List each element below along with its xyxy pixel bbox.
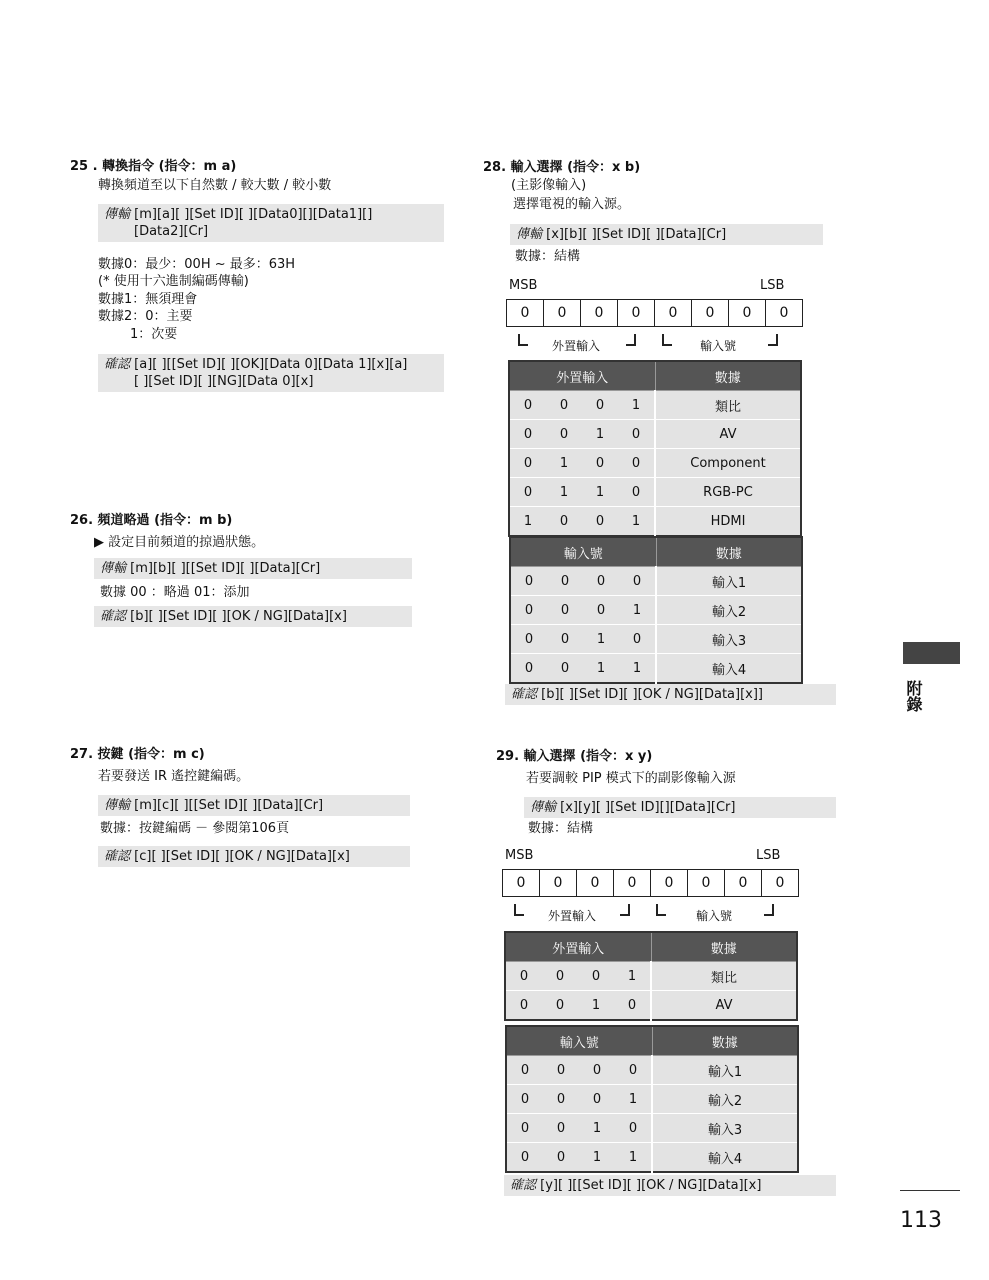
table-cell: 1 (619, 654, 656, 684)
bit-cell: 0 (577, 870, 614, 896)
table-cell: 0 (582, 391, 618, 420)
table-header: 外置輸入 (509, 361, 655, 391)
table-cell: 輸入4 (652, 1143, 798, 1173)
table-cell: 0 (614, 991, 651, 1021)
table-cell: 1 (579, 1143, 615, 1173)
ack-label: 確認 (104, 357, 131, 372)
section-27-ack (98, 846, 410, 867)
table-cell: HDMI (655, 507, 801, 537)
section-29-transmit (524, 797, 836, 818)
input-num-note: 輸入號 (700, 339, 737, 353)
ack-label: 確認 (104, 849, 131, 864)
section-26-heading: 26. 頻道略過 (指令：m b) (70, 513, 233, 528)
bit-cell: 0 (544, 300, 581, 326)
section-26-ack (94, 606, 412, 627)
table-cell: 1 (583, 625, 619, 654)
table-cell: 輸入1 (652, 1056, 798, 1085)
ext-input-note: 外置輸入 (548, 909, 597, 923)
table-cell: 0 (546, 507, 582, 537)
bracket-left (662, 334, 672, 346)
table-cell: 0 (542, 962, 578, 991)
section-28-ext-table (508, 360, 802, 537)
msb-label: MSB (505, 848, 534, 863)
transmit-text: [m][c][ ][[Set ID][ ][Data][Cr] (134, 798, 324, 813)
ext-input-note: 外置輸入 (552, 339, 601, 353)
table-cell: 輸入2 (652, 1085, 798, 1114)
section-29-heading: 29. 輸入選擇 (指令：x y) (496, 749, 653, 764)
table-cell: 0 (615, 1114, 652, 1143)
section-25-data2: 數據2：0：主要 (98, 309, 193, 324)
table-cell: 0 (509, 449, 546, 478)
table-row (510, 567, 802, 596)
transmit-line-1: [m][a][ ][Set ID][ ][Data0][][Data1][] (134, 207, 373, 222)
ack-label: 確認 (511, 687, 538, 702)
table-header: 數據 (652, 1026, 798, 1056)
bit-cell: 0 (507, 300, 544, 326)
ack-label: 確認 (100, 609, 127, 624)
table-cell: 1 (618, 391, 655, 420)
page-number: 113 (900, 1208, 942, 1233)
table-row (506, 1056, 798, 1085)
bit-cell: 0 (779, 305, 789, 321)
table-cell: 0 (509, 391, 546, 420)
bit-cell: 0 (651, 870, 688, 896)
bit-cell: 0 (503, 870, 540, 896)
section-28-heading: 28. 輸入選擇 (指令：x b) (483, 160, 641, 175)
section-28-transmit (510, 224, 823, 245)
section-27-transmit (98, 795, 410, 816)
table-cell: RGB-PC (655, 478, 801, 507)
table-cell: 0 (542, 991, 578, 1021)
section-25-desc: 轉換頻道至以下自然數 / 較大數 / 較小數 (98, 178, 332, 193)
table-cell: 0 (505, 991, 542, 1021)
table-row (506, 1085, 798, 1114)
table-row (509, 507, 801, 537)
table-cell: 輸入2 (656, 596, 802, 625)
bit-cell: 0 (729, 300, 766, 326)
table-cell: 輸入1 (656, 567, 802, 596)
table-cell: 0 (506, 1114, 543, 1143)
transmit-line-2: [Data2][Cr] (134, 224, 209, 239)
bracket-left (656, 904, 666, 916)
table-cell: 1 (618, 507, 655, 537)
bracket-right (620, 904, 630, 916)
bracket-right (768, 334, 778, 346)
table-row (509, 391, 801, 420)
table-cell: 1 (619, 596, 656, 625)
table-row (510, 596, 802, 625)
bracket-left (514, 904, 524, 916)
table-cell: 0 (506, 1143, 543, 1173)
lsb-label: LSB (756, 848, 781, 863)
table-cell: 0 (546, 391, 582, 420)
ack-text: [y][ ][[Set ID][ ][OK / NG][Data][x] (540, 1178, 762, 1193)
table-cell: 0 (510, 654, 547, 684)
table-cell: 0 (619, 567, 656, 596)
table-row (509, 420, 801, 449)
table-cell: 1 (546, 449, 582, 478)
section-26-desc: ▶ 設定目前頻道的掠過狀態。 (94, 535, 265, 550)
table-cell: 0 (543, 1056, 579, 1085)
table-cell: 類比 (655, 391, 801, 420)
transmit-label: 傳輸 (530, 800, 557, 815)
table-header: 外置輸入 (505, 932, 651, 962)
section-27-data: 數據：按鍵編碼 － 參閱第106頁 (100, 821, 290, 836)
table-row (505, 991, 797, 1021)
section-25-data1: 數據1：無須理會 (98, 292, 198, 307)
ack-text: [b][ ][Set ID][ ][OK / NG][Data][x] (130, 609, 347, 624)
section-25-data2-b: 1：次要 (130, 327, 178, 342)
table-cell: 0 (619, 625, 656, 654)
transmit-text: [m][b][ ][[Set ID][ ][Data][Cr] (130, 561, 321, 576)
table-cell: 輸入3 (652, 1114, 798, 1143)
ack-label: 確認 (510, 1178, 537, 1193)
section-29-desc: 若要調較 PIP 模式下的副影像輸入源 (526, 771, 736, 786)
table-cell: 輸入3 (656, 625, 802, 654)
section-26-transmit (94, 558, 412, 579)
table-row (505, 962, 797, 991)
ack-text: [b][ ][Set ID][ ][OK / NG][Data][x]] (541, 687, 764, 702)
bit-row (502, 869, 799, 897)
table-cell: 0 (579, 1056, 615, 1085)
bit-cell: 0 (692, 300, 729, 326)
section-27-desc: 若要發送 IR 遙控鍵編碼。 (98, 769, 250, 784)
table-cell: 0 (547, 654, 583, 684)
table-row (506, 1143, 798, 1173)
table-cell: 1 (509, 507, 546, 537)
table-cell: 0 (618, 449, 655, 478)
section-27-heading: 27. 按鍵 (指令：m c) (70, 747, 205, 762)
ack-line-2: [ ][Set ID][ ][NG][Data 0][x] (134, 374, 314, 389)
bit-cell: 0 (725, 870, 762, 896)
table-cell: 0 (618, 478, 655, 507)
transmit-label: 傳輸 (516, 227, 543, 242)
bit-row (506, 299, 803, 327)
table-cell: 0 (547, 625, 583, 654)
table-row (506, 1114, 798, 1143)
table-cell: 類比 (651, 962, 797, 991)
table-cell: 0 (510, 596, 547, 625)
table-cell: 1 (582, 420, 618, 449)
section-29-ack (504, 1175, 836, 1196)
table-cell: 0 (509, 478, 546, 507)
table-cell: 1 (578, 991, 614, 1021)
bracket-right (626, 334, 636, 346)
bit-cell: 0 (618, 300, 655, 326)
table-cell: 0 (510, 567, 547, 596)
bracket-right (764, 904, 774, 916)
table-cell: AV (655, 420, 801, 449)
table-header: 輸入號 (506, 1026, 652, 1056)
table-cell: 0 (618, 420, 655, 449)
section-28-ack (505, 684, 836, 705)
page-number-rule (900, 1190, 960, 1191)
table-header: 數據 (655, 361, 801, 391)
table-cell: 0 (543, 1085, 579, 1114)
bit-cell: 0 (655, 300, 692, 326)
transmit-label: 傳輸 (104, 798, 131, 813)
table-cell: 0 (582, 507, 618, 537)
table-cell: AV (651, 991, 797, 1021)
table-cell: 0 (579, 1085, 615, 1114)
table-cell: 0 (505, 962, 542, 991)
section-25-heading: 25 . 轉換指令 (指令：m a) (70, 159, 237, 174)
table-cell: 0 (543, 1143, 579, 1173)
table-cell: 1 (546, 478, 582, 507)
table-cell: 0 (547, 567, 583, 596)
section-25-data0-note: (* 使用十六進制編碼傳輸) (98, 274, 249, 289)
table-row (509, 449, 801, 478)
table-header: 輸入號 (510, 537, 656, 567)
input-num-note: 輸入號 (696, 909, 733, 923)
table-cell: 1 (614, 962, 651, 991)
transmit-label: 傳輸 (104, 207, 131, 222)
table-cell: 0 (510, 625, 547, 654)
table-cell: 0 (506, 1085, 543, 1114)
section-29-ext-table (504, 931, 798, 1021)
section-25-ack (98, 354, 444, 392)
table-cell: 1 (579, 1114, 615, 1143)
lsb-label: LSB (760, 278, 785, 293)
bit-cell: 0 (775, 875, 785, 891)
table-cell: 輸入4 (656, 654, 802, 684)
table-row (509, 478, 801, 507)
msb-label: MSB (509, 278, 538, 293)
section-28-num-table (509, 536, 803, 684)
table-header: 數據 (656, 537, 802, 567)
bit-cell: 0 (688, 870, 725, 896)
transmit-label: 傳輸 (100, 561, 127, 576)
table-cell: 0 (583, 596, 619, 625)
table-cell: 0 (582, 449, 618, 478)
bracket-left (518, 334, 528, 346)
table-cell: 1 (582, 478, 618, 507)
table-cell: 1 (615, 1085, 652, 1114)
table-row (510, 654, 802, 684)
table-cell: 0 (578, 962, 614, 991)
chapter-tab-marker (903, 642, 960, 664)
section-28-data: 數據：結構 (515, 249, 581, 264)
ack-line-1: [a][ ][[Set ID][ ][OK][Data 0][Data 1][x][a] (134, 357, 408, 372)
bit-cell: 0 (614, 870, 651, 896)
table-cell: 1 (583, 654, 619, 684)
transmit-text: [x][y][ ][Set ID][][Data][Cr] (560, 800, 736, 815)
table-cell: 0 (547, 596, 583, 625)
table-cell: 0 (509, 420, 546, 449)
table-header: 數據 (651, 932, 797, 962)
section-28-desc: 選擇電視的輸入源。 (513, 197, 631, 212)
table-cell: 0 (506, 1056, 543, 1085)
table-cell: 0 (546, 420, 582, 449)
section-29-num-table (505, 1025, 799, 1173)
table-cell: Component (655, 449, 801, 478)
table-cell: 0 (583, 567, 619, 596)
section-25-data0: 數據0：最少：00H ~ 最多：63H (98, 257, 296, 272)
table-cell: 1 (615, 1143, 652, 1173)
bit-cell: 0 (581, 300, 618, 326)
table-cell: 0 (615, 1056, 652, 1085)
ack-text: [c][ ][Set ID][ ][OK / NG][Data][x] (134, 849, 350, 864)
section-25-transmit (98, 204, 444, 242)
chapter-side-label: 附錄 (904, 680, 923, 712)
table-row (510, 625, 802, 654)
transmit-text: [x][b][ ][Set ID][ ][Data][Cr] (546, 227, 727, 242)
bit-cell: 0 (540, 870, 577, 896)
section-28-sub: (主影像輸入) (511, 178, 587, 193)
section-29-data: 數據：結構 (528, 821, 594, 836)
section-26-data: 數據 00 ：略過 01：添加 (100, 585, 250, 600)
table-cell: 0 (543, 1114, 579, 1143)
